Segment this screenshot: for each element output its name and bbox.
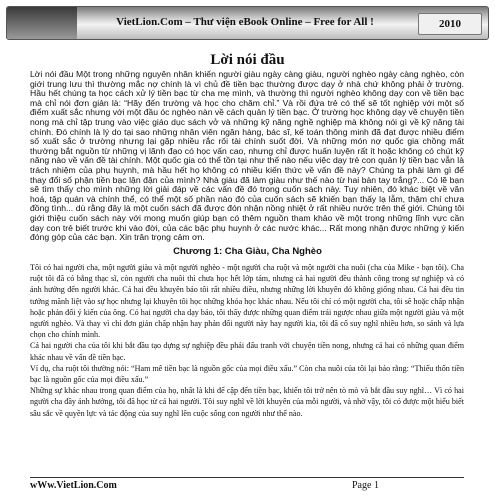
body-paragraph: Cả hai người cha của tôi khi bắt đầu tạo dựng sự nghiệp đều phải đấu tranh với chuyện tiền nong, nhưng cả hai có những quan điểm khác nhau về vấn đề tiền bạc.: [30, 341, 464, 362]
header-banner: [6, 6, 489, 40]
body-paragraph: Tôi có hai người cha, một người giàu và một người nghèo - một người cha ruột và một người cha nuôi (cha của Mike - bạn tôi). Cha ruột tôi đã có bằng thạc sĩ, còn người cha nuôi thì chưa học hết lớp tám, nhưng cả hai người đều thành công trong sự nghiệp và có ảnh hưởng đến người khác. Cả hai đều khuyên bảo tôi rất nhiều điều, nhưng những lời khuyên đó không giống nhau. Cả hai đều tin tưởng mãnh liệt vào sự học nhưng lại khuyên tôi học những khóa học khác nhau. Nếu tôi chỉ có một người cha, tôi sẽ hoặc chấp nhận hoặc phản đối ý kiến của ông. Có hai người cha dạy bảo, tôi thấy được những quan điểm trái ngược nhau giữa một người giàu và một người nghèo. Và thay vì chỉ đơn giản chấp nhận hay phản đối người này hay người kia, tôi đã cố suy nghĩ nhiều hơn, so sánh và lựa chọn cho chính mình.: [30, 263, 464, 340]
footer-page-number: Page 1: [352, 480, 379, 491]
chapter-body: [30, 262, 464, 419]
chapter-title: Chương 1: Cha Giàu, Cha Nghèo: [173, 246, 322, 257]
body-paragraph: Những sự khác nhau trong quan điểm của họ, nhất là khi để cập đến tiền bạc, khiến tôi trở nên tò mò và bắt đầu suy nghĩ… Vì có hai người cha đầy ảnh hưởng, tôi đã học từ cả hai người. Tôi suy nghĩ về lời khuyên của mỗi người, và nhờ vậy, tôi có được một hiểu biết sâu sắc về quyền lực và tác động của suy nghĩ lên cuộc sống con người như thế nào.: [30, 386, 464, 418]
body-paragraph: Ví dụ, cha ruột tôi thường nói: “Ham mê tiền bạc là nguồn gốc của mọi điều xấu.” Còn cha nuôi của tôi lại bảo rằng: “Thiếu thốn tiền bạc là nguồn gốc của mọi điều xấu.”: [30, 363, 464, 385]
page-title: Lời nói đầu: [210, 52, 285, 68]
year-badge: 2010: [418, 13, 482, 35]
banner-left-tab: [7, 7, 77, 39]
footer-divider: [30, 477, 464, 478]
footer-site[interactable]: wWw.VietLion.Com: [30, 480, 117, 491]
intro-paragraph: Lời nói đầu Một trong những nguyên nhân khiến người giàu ngày càng giàu, người nghèo ngày càng nghèo, còn giới trung lưu thì thường mắc nợ chính là vì chủ đề tiền bạc thường được dạy ở nhà chứ không phải ở trường. Hầu hết chúng ta học cách xử lý tiền bạc từ cha mẹ mình, và thường thì người nghèo không dạy con về tiền bạc mà chỉ nói đơn giản là: “Hãy đến trường và học cho chăm chỉ.” Và rồi đứa trẻ có thể sẽ tốt nghiệp với một số điểm xuất sắc nhưng với một đầu óc nghèo nàn về cách quản lý tiền bạc. Ở trường học không dạy về chuyện tiền nong mà chỉ tập trung vào việc giáo dục sách vở và những kỹ năng nghề nghiệp mà không nói gì về kỹ năng tài chính. Đó chính là lý do tại sao những nhân viên ngân hàng, bác sĩ, kế toán thông minh đã đạt được nhiều điểm số xuất sắc ở trường nhưng lại gặp nhiều rắc rối tài chính suốt đời. Và những món nợ quốc gia chồng mất thường bắt nguồn từ những vị lãnh đạo có học vấn cao, nhưng chỉ được huấn luyện rất ít hoặc không có chút kỹ năng nào về vấn đề tài chính. Một quốc gia có thể tồn tại như thế nào nếu việc dạy trẻ con quản lý tiền bạc vẫn là trách nhiệm của phụ huynh, mà hầu hết họ không có nhiều kiến thức về vấn đề này? Chúng ta phải làm gì để thay đổi số phận tiền bạc lận đận của mình? Nhà giàu đã làm giàu như thế nào từ hai bàn tay trắng?... Có lẽ bạn sẽ tìm thấy cho mình những lời giải đáp về các vấn đề đó trong cuốn sách này. Tuy nhiên, đó khác biệt về văn hoá, tập quán và chính thể, có thể một số phần nào đó của cuốn sách sẽ khiến bạn thấy lạ lẫm, thậm chí chưa đồng tình... dù rằng đây là một cuốn sách đã được đón nhận nồng nhiệt ở rất nhiều nước trên thế giới. Chúng tôi giới thiệu cuốn sách này với mong muốn giúp bạn có thêm nguồn tham khảo về một trong những lĩnh vực cần dạy con trẻ biết trước khi vào đời, của các bậc phụ huynh ở các nước khác... Rất mong nhận được những ý kiến đóng góp của các bạn. Xin trân trọng cảm ơn.: [30, 69, 464, 243]
site-title: VietLion.Com – Thư viện eBook Online – Free for All !: [116, 16, 374, 28]
